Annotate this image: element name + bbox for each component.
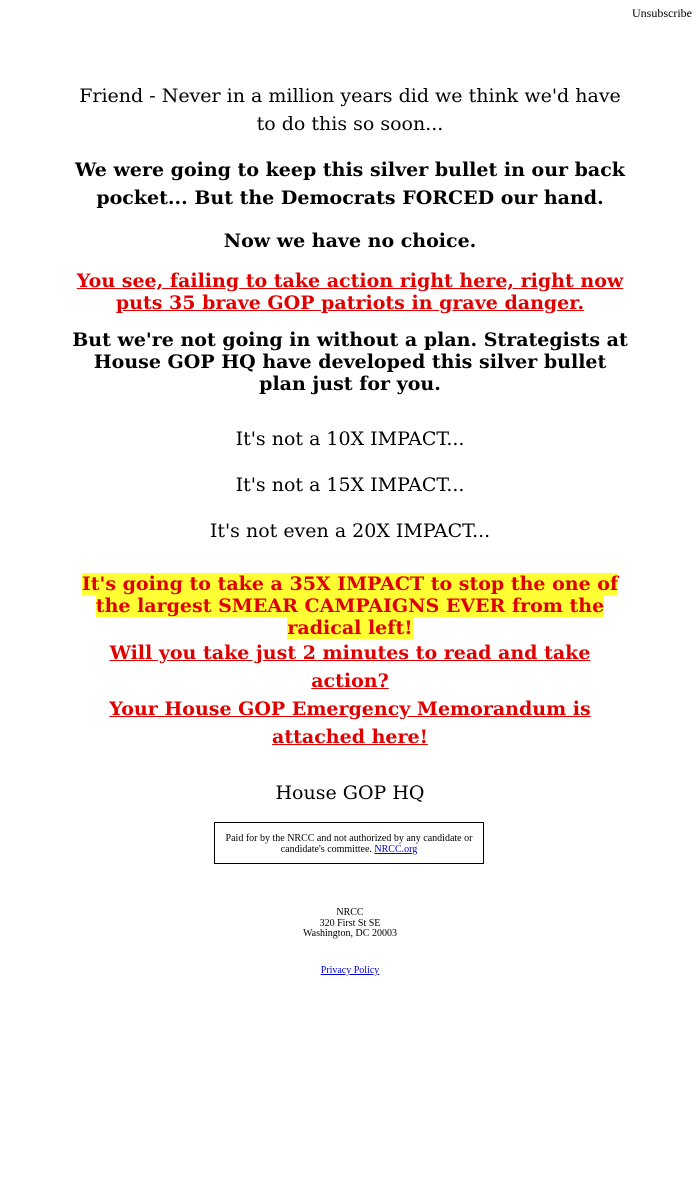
impact-35x-highlight: It's going to take a 35X IMPACT to stop the one of the largest SMEAR CAMPAIGNS EVER from the radical left! bbox=[81, 573, 619, 639]
email-body bbox=[70, 80, 630, 807]
paid-for-disclaimer bbox=[214, 822, 484, 864]
mailing-address bbox=[0, 908, 700, 940]
intro-text: Friend - Never in a million years did we think we'd have to do this so soon... bbox=[79, 85, 621, 135]
privacy-policy-row bbox=[0, 965, 700, 976]
impact-15x-text: It's not a 15X IMPACT... bbox=[235, 474, 465, 496]
street-address: 320 First St SE bbox=[319, 917, 381, 929]
danger-link[interactable]: You see, failing to take action right here, right now puts 35 brave GOP patriots in grave danger. bbox=[76, 270, 624, 314]
silver-bullet-text: We were going to keep this silver bullet in our back pocket... But the Democrats FORCED our hand. bbox=[75, 159, 625, 209]
org-name: NRCC bbox=[336, 907, 364, 918]
nrcc-website-link[interactable]: NRCC.org bbox=[374, 844, 418, 855]
memorandum-link[interactable]: Your House GOP Emergency Memorandum is attached here! bbox=[109, 698, 591, 748]
privacy-policy-link[interactable]: Privacy Policy bbox=[320, 965, 380, 976]
impact-10x-text: It's not a 10X IMPACT... bbox=[235, 428, 465, 450]
city-address: Washington, DC 20003 bbox=[303, 928, 397, 939]
disclaimer-text: Paid for by the NRCC and not authorized by any candidate or candidate's committee. bbox=[225, 833, 473, 855]
two-minutes-link[interactable]: Will you take just 2 minutes to read and take action? bbox=[109, 642, 591, 692]
unsubscribe-link[interactable]: Unsubscribe bbox=[632, 6, 692, 20]
signature-text: House GOP HQ bbox=[275, 782, 425, 804]
impact-35x-text bbox=[70, 573, 630, 639]
no-choice-text: Now we have no choice. bbox=[223, 230, 477, 252]
plan-text: But we're not going in without a plan. Strategists at House GOP HQ have developed this silver bullet plan just for you. bbox=[72, 329, 628, 395]
impact-20x-text: It's not even a 20X IMPACT... bbox=[209, 520, 491, 542]
